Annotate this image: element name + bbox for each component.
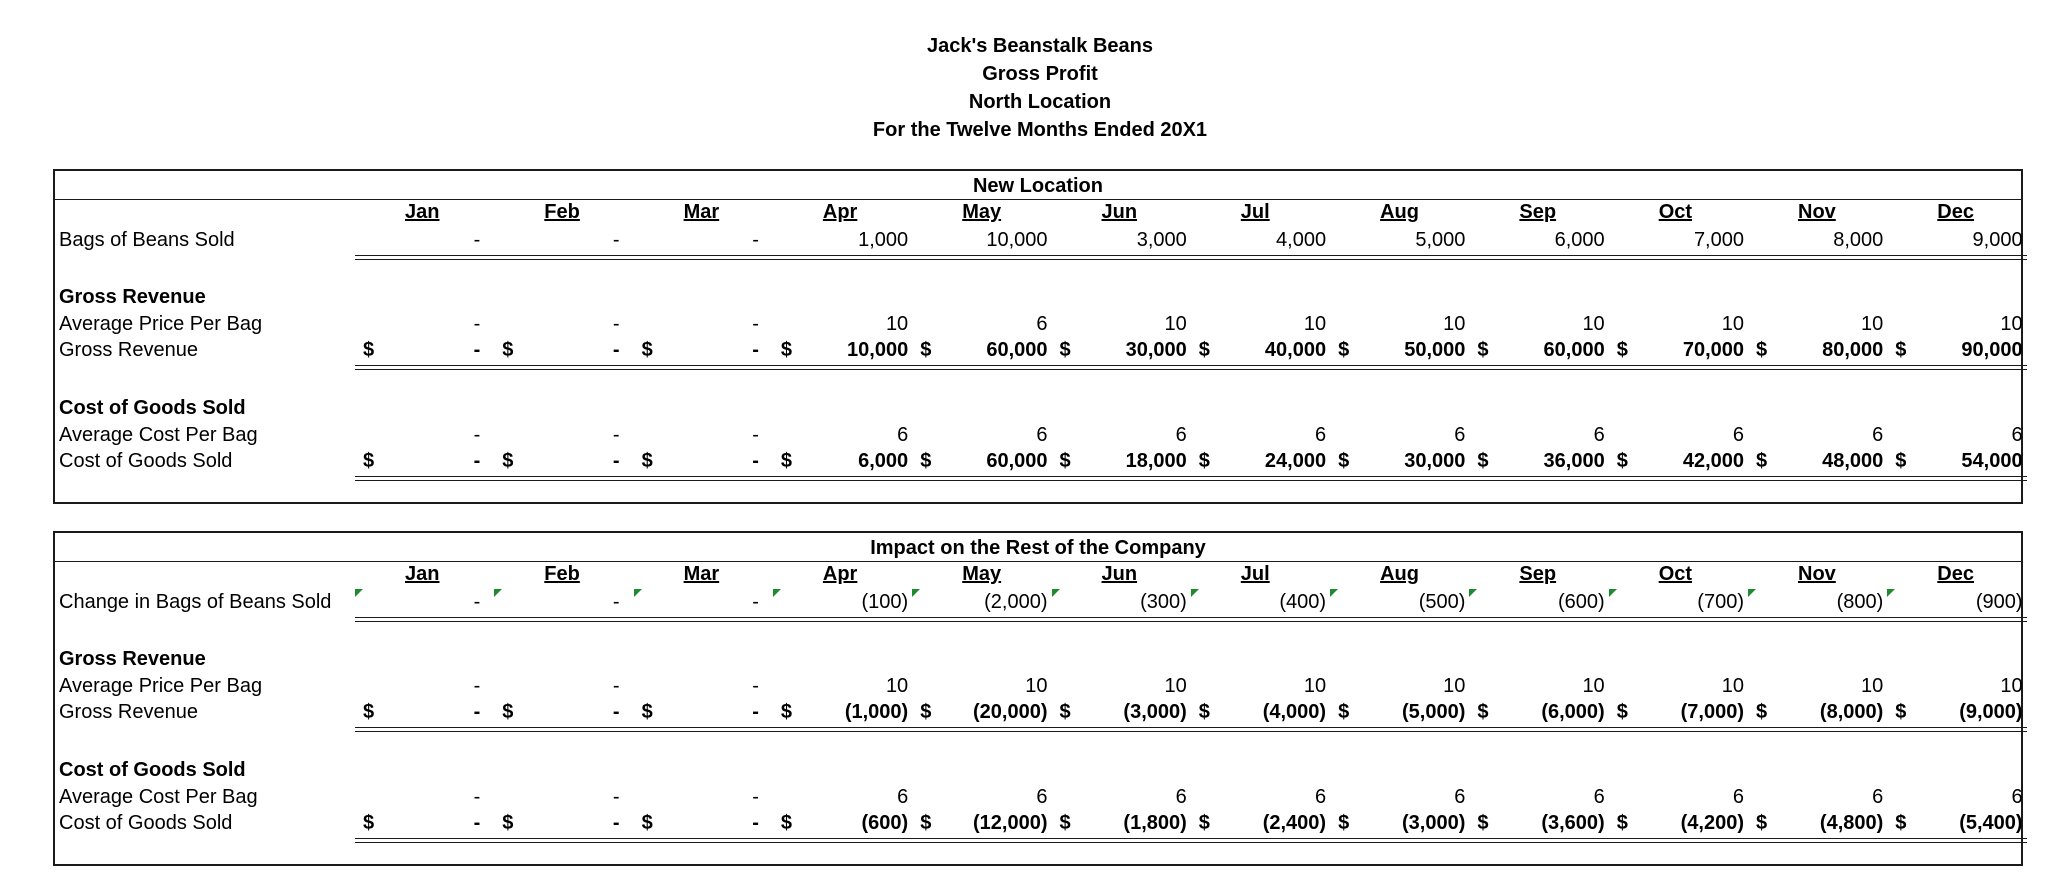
avg-price-value-aug: 10 bbox=[1443, 313, 1466, 335]
currency-symbol: $ bbox=[1338, 339, 1350, 361]
volume-row bbox=[55, 589, 2021, 616]
currency-symbol: $ bbox=[780, 812, 793, 834]
currency-symbol: $ bbox=[780, 339, 793, 361]
month-header-jun: Jun bbox=[1101, 563, 1138, 585]
cogs-value-aug: 30,000 bbox=[1404, 450, 1466, 472]
cogs-header-row bbox=[55, 395, 2021, 422]
avg-cost-value-nov: 6 bbox=[1872, 786, 1884, 808]
avg-cost-value-feb: - bbox=[612, 424, 620, 446]
gross-revenue-label: Gross Revenue bbox=[59, 339, 198, 361]
gross-revenue-value-dec: (9,000) bbox=[1959, 701, 2023, 723]
gross-revenue-header: Gross Revenue bbox=[59, 286, 206, 308]
month-header-aug: Aug bbox=[1380, 201, 1419, 223]
avg-cost-label: Average Cost Per Bag bbox=[59, 424, 258, 446]
gross-revenue-value-mar: - bbox=[752, 701, 759, 723]
cogs-underline bbox=[355, 838, 2027, 843]
currency-symbol: $ bbox=[1616, 701, 1628, 723]
currency-symbol: $ bbox=[1198, 701, 1210, 723]
currency-symbol: $ bbox=[780, 701, 793, 723]
avg-cost-value-apr: 6 bbox=[897, 786, 909, 808]
cogs-value-aug: (3,000) bbox=[1402, 812, 1466, 834]
volume-value-apr: 1,000 bbox=[858, 229, 909, 251]
avg-price-value-jan: - bbox=[473, 313, 481, 335]
gross-revenue-value-jan: - bbox=[473, 339, 481, 361]
error-indicator-icon bbox=[494, 589, 502, 597]
avg-price-value-nov: 10 bbox=[1861, 313, 1884, 335]
cogs-value-mar: - bbox=[752, 450, 759, 472]
gross-revenue-value-apr: (1,000) bbox=[844, 701, 909, 723]
gross-revenue-row bbox=[55, 337, 2021, 364]
month-header-oct: Oct bbox=[1658, 563, 1693, 585]
cogs-value-jul: 24,000 bbox=[1264, 450, 1327, 472]
avg-cost-value-oct: 6 bbox=[1732, 786, 1744, 808]
gross-revenue-header-row bbox=[55, 646, 2021, 673]
avg-cost-value-jun: 6 bbox=[1175, 424, 1187, 446]
gross-revenue-value-sep: 60,000 bbox=[1543, 339, 1605, 361]
month-header-dec: Dec bbox=[1937, 201, 1974, 223]
avg-cost-value-aug: 6 bbox=[1454, 424, 1466, 446]
currency-symbol: $ bbox=[1059, 339, 1071, 361]
currency-symbol: $ bbox=[1756, 339, 1768, 361]
cogs-value-sep: 36,000 bbox=[1543, 450, 1605, 472]
new-location-section bbox=[53, 169, 2023, 504]
volume-value-oct: (700) bbox=[1697, 591, 1744, 613]
volume-value-may: 10,000 bbox=[986, 229, 1048, 251]
avg-price-value-jul: 10 bbox=[1303, 675, 1327, 697]
avg-price-value-mar: - bbox=[752, 675, 759, 697]
volume-value-jul: 4,000 bbox=[1276, 229, 1327, 251]
month-header-jul: Jul bbox=[1240, 563, 1270, 585]
cogs-label: Cost of Goods Sold bbox=[59, 450, 233, 472]
currency-symbol: $ bbox=[502, 450, 514, 472]
currency-symbol: $ bbox=[1756, 812, 1768, 834]
month-header-jun: Jun bbox=[1101, 201, 1138, 223]
cogs-value-apr: 6,000 bbox=[858, 450, 909, 472]
month-header-feb: Feb bbox=[544, 563, 580, 585]
avg-cost-value-jun: 6 bbox=[1175, 786, 1187, 808]
currency-symbol: $ bbox=[1756, 701, 1768, 723]
currency-symbol: $ bbox=[1616, 812, 1628, 834]
error-indicator-icon bbox=[1191, 589, 1199, 597]
error-indicator-icon bbox=[1887, 589, 1895, 597]
currency-symbol: $ bbox=[1059, 450, 1071, 472]
currency-symbol: $ bbox=[920, 812, 932, 834]
currency-symbol: $ bbox=[1198, 812, 1210, 834]
avg-price-value-aug: 10 bbox=[1443, 675, 1466, 697]
month-header-jan: Jan bbox=[405, 563, 440, 585]
gross-revenue-value-may: 60,000 bbox=[986, 339, 1048, 361]
volume-value-dec: (900) bbox=[1975, 591, 2023, 613]
gross-revenue-underline bbox=[355, 365, 2027, 370]
month-header-row bbox=[55, 199, 2021, 226]
avg-price-value-jul: 10 bbox=[1303, 313, 1327, 335]
volume-value-jan: - bbox=[473, 591, 481, 613]
currency-symbol: $ bbox=[1198, 339, 1210, 361]
section-title: Impact on the Rest of the Company bbox=[870, 537, 1206, 559]
currency-symbol: $ bbox=[363, 701, 375, 723]
currency-symbol: $ bbox=[363, 339, 375, 361]
gross-revenue-value-feb: - bbox=[612, 701, 620, 723]
avg-cost-value-may: 6 bbox=[1036, 424, 1048, 446]
avg-price-value-oct: 10 bbox=[1721, 675, 1744, 697]
avg-cost-value-jul: 6 bbox=[1314, 424, 1327, 446]
error-indicator-icon bbox=[355, 589, 363, 597]
gross-revenue-value-nov: 80,000 bbox=[1822, 339, 1884, 361]
avg-cost-value-may: 6 bbox=[1036, 786, 1048, 808]
cogs-value-nov: 48,000 bbox=[1822, 450, 1884, 472]
volume-underline bbox=[355, 617, 2027, 622]
cogs-value-feb: - bbox=[612, 450, 620, 472]
avg-price-value-may: 6 bbox=[1036, 313, 1048, 335]
month-header-jul: Jul bbox=[1240, 201, 1270, 223]
volume-value-feb: - bbox=[612, 591, 620, 613]
error-indicator-icon bbox=[1052, 589, 1060, 597]
month-header-apr: Apr bbox=[822, 201, 858, 223]
month-header-mar: Mar bbox=[683, 563, 720, 585]
volume-value-jun: (300) bbox=[1140, 591, 1187, 613]
currency-symbol: $ bbox=[1338, 450, 1350, 472]
gross-revenue-header: Gross Revenue bbox=[59, 648, 206, 670]
avg-price-value-nov: 10 bbox=[1861, 675, 1884, 697]
avg-cost-value-nov: 6 bbox=[1872, 424, 1884, 446]
gross-revenue-value-jul: (4,000) bbox=[1262, 701, 1327, 723]
currency-symbol: $ bbox=[1477, 701, 1489, 723]
volume-row bbox=[55, 227, 2021, 254]
avg-cost-value-apr: 6 bbox=[897, 424, 909, 446]
month-header-feb: Feb bbox=[544, 201, 580, 223]
currency-symbol: $ bbox=[920, 339, 932, 361]
avg-price-value-mar: - bbox=[752, 313, 759, 335]
avg-price-value-dec: 10 bbox=[2000, 675, 2023, 697]
currency-symbol: $ bbox=[1198, 450, 1210, 472]
avg-cost-value-aug: 6 bbox=[1454, 786, 1466, 808]
currency-symbol: $ bbox=[1477, 812, 1489, 834]
volume-label: Change in Bags of Beans Sold bbox=[59, 591, 332, 613]
avg-price-label: Average Price Per Bag bbox=[59, 675, 263, 697]
volume-value-aug: 5,000 bbox=[1415, 229, 1466, 251]
cogs-value-oct: (4,200) bbox=[1680, 812, 1744, 834]
cogs-value-may: (12,000) bbox=[973, 812, 1048, 834]
currency-symbol: $ bbox=[1895, 701, 1907, 723]
currency-symbol: $ bbox=[1059, 812, 1071, 834]
currency-symbol: $ bbox=[641, 701, 653, 723]
gross-revenue-value-feb: - bbox=[612, 339, 620, 361]
volume-value-may: (2,000) bbox=[984, 591, 1048, 613]
avg-price-value-sep: 10 bbox=[1582, 313, 1605, 335]
cogs-header: Cost of Goods Sold bbox=[59, 397, 246, 419]
gross-revenue-value-mar: - bbox=[752, 339, 759, 361]
avg-price-value-feb: - bbox=[612, 675, 620, 697]
avg-cost-value-sep: 6 bbox=[1593, 424, 1605, 446]
avg-price-label: Average Price Per Bag bbox=[59, 313, 263, 335]
month-header-row bbox=[55, 561, 2021, 588]
currency-symbol: $ bbox=[1616, 339, 1628, 361]
gross-revenue-value-jun: (3,000) bbox=[1123, 701, 1187, 723]
avg-cost-value-oct: 6 bbox=[1732, 424, 1744, 446]
avg-price-value-oct: 10 bbox=[1721, 313, 1744, 335]
volume-value-sep: 6,000 bbox=[1554, 229, 1605, 251]
cogs-header: Cost of Goods Sold bbox=[59, 759, 246, 781]
cogs-value-apr: (600) bbox=[861, 812, 909, 834]
avg-price-row bbox=[55, 673, 2021, 700]
cogs-header-row bbox=[55, 757, 2021, 784]
error-indicator-icon bbox=[1330, 589, 1338, 597]
avg-price-value-apr: 10 bbox=[885, 675, 909, 697]
statement-name: Gross Profit bbox=[982, 63, 1098, 85]
cogs-value-sep: (3,600) bbox=[1541, 812, 1605, 834]
cogs-value-jun: (1,800) bbox=[1123, 812, 1187, 834]
volume-value-jul: (400) bbox=[1279, 591, 1327, 613]
month-header-dec: Dec bbox=[1937, 563, 1974, 585]
avg-price-value-dec: 10 bbox=[2000, 313, 2023, 335]
volume-value-jan: - bbox=[473, 229, 481, 251]
currency-symbol: $ bbox=[780, 450, 793, 472]
month-header-may: May bbox=[962, 201, 1002, 223]
avg-cost-label: Average Cost Per Bag bbox=[59, 786, 258, 808]
currency-symbol: $ bbox=[920, 701, 932, 723]
currency-symbol: $ bbox=[1756, 450, 1768, 472]
volume-value-mar: - bbox=[752, 591, 759, 613]
gross-revenue-underline bbox=[355, 727, 2027, 732]
gross-revenue-value-aug: (5,000) bbox=[1402, 701, 1466, 723]
month-header-aug: Aug bbox=[1380, 563, 1419, 585]
currency-symbol: $ bbox=[363, 450, 375, 472]
cogs-row bbox=[55, 810, 2021, 837]
month-header-jan: Jan bbox=[405, 201, 440, 223]
volume-value-aug: (500) bbox=[1418, 591, 1466, 613]
avg-cost-value-jul: 6 bbox=[1314, 786, 1327, 808]
volume-value-apr: (100) bbox=[861, 591, 909, 613]
month-header-nov: Nov bbox=[1798, 563, 1836, 585]
cogs-value-jun: 18,000 bbox=[1125, 450, 1187, 472]
gross-revenue-value-may: (20,000) bbox=[973, 701, 1048, 723]
company-name: Jack's Beanstalk Beans bbox=[926, 35, 1153, 57]
gross-revenue-value-sep: (6,000) bbox=[1541, 701, 1605, 723]
currency-symbol: $ bbox=[1895, 339, 1907, 361]
gross-revenue-value-jan: - bbox=[473, 701, 481, 723]
avg-cost-value-mar: - bbox=[752, 786, 759, 808]
volume-underline bbox=[355, 255, 2027, 260]
cogs-value-jul: (2,400) bbox=[1262, 812, 1327, 834]
volume-label: Bags of Beans Sold bbox=[59, 229, 235, 251]
cogs-value-feb: - bbox=[612, 812, 620, 834]
volume-value-nov: (800) bbox=[1836, 591, 1884, 613]
volume-value-mar: - bbox=[752, 229, 759, 251]
avg-price-value-may: 10 bbox=[1025, 675, 1048, 697]
avg-cost-row bbox=[55, 422, 2021, 449]
currency-symbol: $ bbox=[1338, 701, 1350, 723]
cogs-value-dec: 54,000 bbox=[1961, 450, 2023, 472]
gross-revenue-value-nov: (8,000) bbox=[1819, 701, 1884, 723]
currency-symbol: $ bbox=[641, 450, 653, 472]
volume-value-oct: 7,000 bbox=[1693, 229, 1744, 251]
avg-cost-value-feb: - bbox=[612, 786, 620, 808]
section-title: New Location bbox=[972, 175, 1103, 197]
period-label: For the Twelve Months Ended 20X1 bbox=[872, 119, 1208, 141]
currency-symbol: $ bbox=[502, 812, 514, 834]
currency-symbol: $ bbox=[641, 339, 653, 361]
month-header-nov: Nov bbox=[1798, 201, 1836, 223]
month-header-sep: Sep bbox=[1519, 563, 1557, 585]
cogs-value-dec: (5,400) bbox=[1959, 812, 2023, 834]
gross-revenue-value-dec: 90,000 bbox=[1961, 339, 2023, 361]
avg-price-value-jun: 10 bbox=[1164, 675, 1187, 697]
gross-revenue-value-apr: 10,000 bbox=[847, 339, 909, 361]
gross-revenue-value-aug: 50,000 bbox=[1404, 339, 1466, 361]
location-name: North Location bbox=[968, 91, 1112, 113]
cogs-value-may: 60,000 bbox=[986, 450, 1048, 472]
avg-price-value-jan: - bbox=[473, 675, 481, 697]
gross-revenue-label: Gross Revenue bbox=[59, 701, 198, 723]
rest-of-company-section bbox=[53, 531, 2023, 866]
cogs-value-jan: - bbox=[473, 450, 481, 472]
gross-revenue-value-jul: 40,000 bbox=[1264, 339, 1327, 361]
gross-revenue-value-oct: (7,000) bbox=[1680, 701, 1744, 723]
cogs-value-oct: 42,000 bbox=[1682, 450, 1744, 472]
currency-symbol: $ bbox=[641, 812, 653, 834]
avg-cost-value-jan: - bbox=[473, 424, 481, 446]
currency-symbol: $ bbox=[363, 812, 375, 834]
avg-cost-value-dec: 6 bbox=[2011, 424, 2023, 446]
cogs-value-jan: - bbox=[473, 812, 481, 834]
cogs-value-mar: - bbox=[752, 812, 759, 834]
cogs-label: Cost of Goods Sold bbox=[59, 812, 233, 834]
currency-symbol: $ bbox=[920, 450, 932, 472]
gross-revenue-value-jun: 30,000 bbox=[1125, 339, 1187, 361]
volume-value-feb: - bbox=[612, 229, 620, 251]
currency-symbol: $ bbox=[1477, 339, 1489, 361]
error-indicator-icon bbox=[912, 589, 920, 597]
volume-value-sep: (600) bbox=[1557, 591, 1605, 613]
month-header-may: May bbox=[962, 563, 1002, 585]
month-header-apr: Apr bbox=[822, 563, 858, 585]
cogs-value-nov: (4,800) bbox=[1819, 812, 1884, 834]
volume-value-jun: 3,000 bbox=[1136, 229, 1187, 251]
error-indicator-icon bbox=[1609, 589, 1617, 597]
currency-symbol: $ bbox=[502, 339, 514, 361]
month-header-mar: Mar bbox=[683, 201, 720, 223]
cogs-row bbox=[55, 448, 2021, 475]
error-indicator-icon bbox=[634, 589, 642, 597]
month-header-sep: Sep bbox=[1519, 201, 1557, 223]
currency-symbol: $ bbox=[1059, 701, 1071, 723]
avg-cost-value-jan: - bbox=[473, 786, 481, 808]
avg-cost-value-dec: 6 bbox=[2011, 786, 2023, 808]
avg-price-value-feb: - bbox=[612, 313, 620, 335]
avg-cost-row bbox=[55, 784, 2021, 811]
avg-cost-value-mar: - bbox=[752, 424, 759, 446]
currency-symbol: $ bbox=[502, 701, 514, 723]
report-heading bbox=[0, 32, 2048, 144]
avg-cost-value-sep: 6 bbox=[1593, 786, 1605, 808]
currency-symbol: $ bbox=[1477, 450, 1489, 472]
gross-revenue-value-oct: 70,000 bbox=[1682, 339, 1744, 361]
currency-symbol: $ bbox=[1616, 450, 1628, 472]
error-indicator-icon bbox=[1469, 589, 1477, 597]
error-indicator-icon bbox=[1748, 589, 1756, 597]
gross-revenue-header-row bbox=[55, 284, 2021, 311]
volume-value-nov: 8,000 bbox=[1833, 229, 1884, 251]
currency-symbol: $ bbox=[1895, 812, 1907, 834]
avg-price-value-sep: 10 bbox=[1582, 675, 1605, 697]
gross-revenue-row bbox=[55, 699, 2021, 726]
volume-value-dec: 9,000 bbox=[1972, 229, 2023, 251]
avg-price-value-apr: 10 bbox=[885, 313, 909, 335]
currency-symbol: $ bbox=[1895, 450, 1907, 472]
avg-price-row bbox=[55, 311, 2021, 338]
month-header-oct: Oct bbox=[1658, 201, 1693, 223]
avg-price-value-jun: 10 bbox=[1164, 313, 1187, 335]
error-indicator-icon bbox=[773, 589, 781, 597]
cogs-underline bbox=[355, 476, 2027, 481]
currency-symbol: $ bbox=[1338, 812, 1350, 834]
